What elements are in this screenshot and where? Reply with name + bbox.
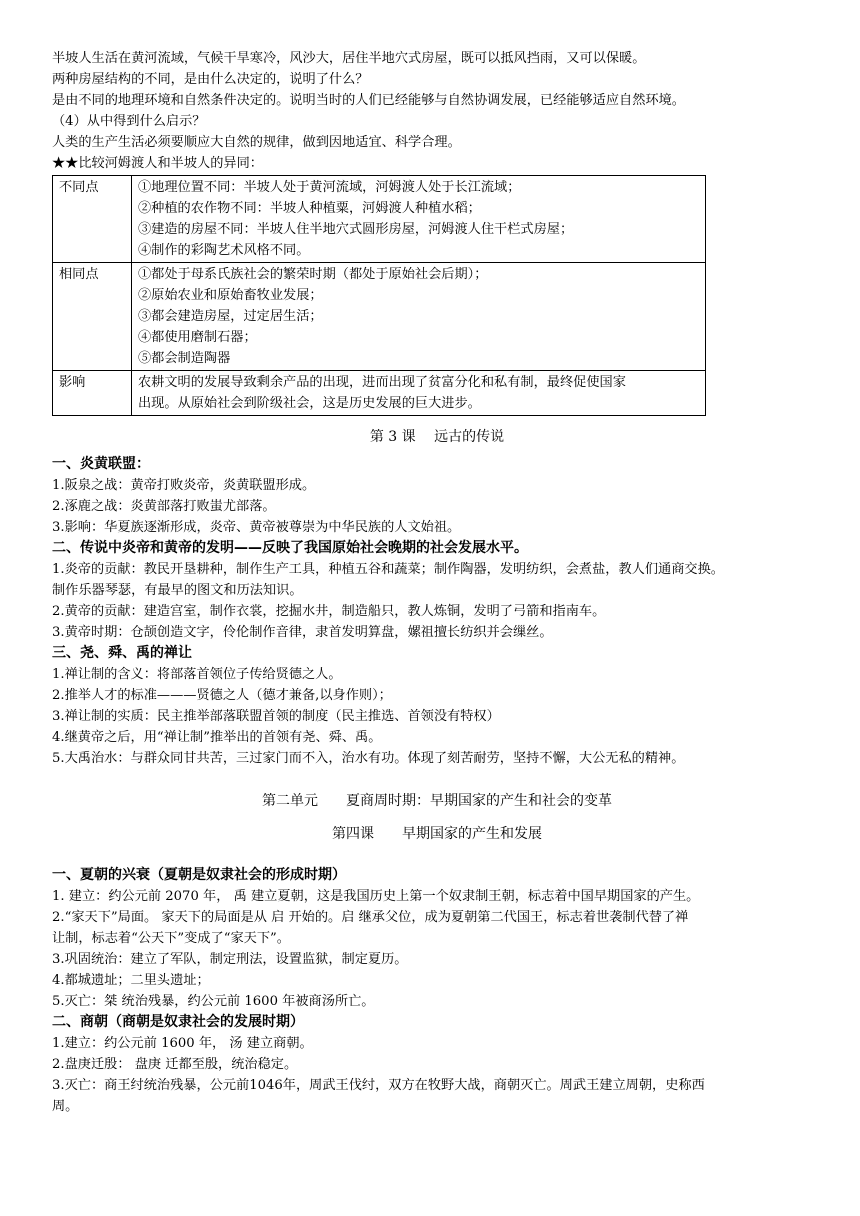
- text-line: 1.禅让制的含义：将部落首领位子传给贤德之人。: [52, 667, 342, 682]
- row-value: [132, 176, 706, 263]
- cell-line: ①地理位置不同：半坡人处于黄河流域，河姆渡人处于长江流域；: [138, 180, 521, 195]
- cell-line: ③都会建造房屋，过定居生活；: [138, 309, 323, 324]
- row-value: [132, 371, 706, 416]
- text-line: 2.推举人才的标准———贤德之人（德才兼备,以身作则）；: [52, 688, 392, 703]
- table-row: [53, 371, 706, 416]
- text-line: 人类的生产生活必须要顺应大自然的规律，做到因地适宜、科学合理。: [52, 135, 461, 150]
- text-line: ★★比较河姆渡人和半坡人的异同：: [52, 156, 263, 171]
- text-line: 两种房屋结构的不同，是由什么决定的，说明了什么？: [52, 72, 369, 87]
- text-line: 4.都城遗址；二里头遗址；: [52, 973, 210, 988]
- cell-line: ①都处于母系氏族社会的繁荣时期（都处于原始社会后期）；: [138, 267, 488, 282]
- text-line: 3.影响：华夏族逐渐形成，炎帝、黄帝被尊崇为中华民族的人文始祖。: [52, 520, 461, 535]
- row-key: 不同点: [53, 176, 132, 263]
- section-heading: 一、夏朝的兴衰（夏朝是奴隶社会的形成时期）: [52, 867, 346, 883]
- cell-line: 农耕文明的发展导致剩余产品的出现，进而出现了贫富分化和私有制，最终促使国家: [138, 375, 626, 390]
- row-key: 相同点: [53, 263, 132, 371]
- text-line: 3.黄帝时期：仓颉创造文字，伶伦制作音律，隶首发明算盘，嫘祖擅长纺织并会缫丝。: [52, 625, 553, 640]
- document-page: [52, 48, 822, 1117]
- section-heading: 一、炎黄联盟：: [52, 456, 150, 472]
- text-line: 1.阪泉之战：黄帝打败炎帝，炎黄联盟形成。: [52, 478, 316, 493]
- text-line: 半坡人生活在黄河流域，气候干旱寒冷，风沙大，居住半地穴式房屋，既可以抵风挡雨，又可以保暖。: [52, 51, 646, 66]
- cell-line: ②原始农业和原始畜牧业发展；: [138, 288, 323, 303]
- unit2-section-1: [52, 865, 822, 1012]
- text-line: 1. 建立：约公元前 2070 年， 禹 建立夏朝，这是我国历史上第一个奴隶制王朝，标志着中国早期国家的产生。: [52, 889, 700, 904]
- text-line: 3.禅让制的实质：民主推举部落联盟首领的制度（民主推选、首领没有特权）: [52, 709, 500, 724]
- text-line: 制作乐器琴瑟，有最早的图文和历法知识。: [52, 583, 303, 598]
- text-line: 2.黄帝的贡献：建造宫室，制作衣裳，挖掘水井，制造船只，教人炼铜，发明了弓箭和指南车。: [52, 604, 606, 619]
- lesson-title: 第 3 课 远古的传说: [369, 429, 505, 445]
- row-key: 影响: [53, 371, 132, 416]
- comparison-table: [52, 175, 706, 416]
- table-row: [53, 263, 706, 371]
- text-line: 3.灭亡：商王纣统治残暴，公元前1046年，周武王伐纣，双方在牧野大战，商朝灭亡。周武王建立周朝，史称西: [52, 1078, 705, 1093]
- table-row: [53, 176, 706, 263]
- lesson3-section-3: [52, 643, 822, 769]
- text-line: （4）从中得到什么启示？: [52, 114, 206, 129]
- text-line: 周。: [52, 1099, 79, 1114]
- unit-title: 第二单元 夏商周时期：早期国家的产生和社会的变革: [262, 793, 612, 809]
- cell-line: ④制作的彩陶艺术风格不同。: [138, 243, 310, 258]
- section-heading: 三、尧、舜、禹的禅让: [52, 645, 192, 661]
- text-line: 2.涿鹿之战：炎黄部落打败蚩尤部落。: [52, 499, 276, 514]
- text-line: 3.巩固统治：建立了军队，制定刑法，设置监狱，制定夏历。: [52, 952, 408, 967]
- section-heading: 二、商朝（商朝是奴隶社会的发展时期）: [52, 1014, 304, 1030]
- text-line: 让制，标志着“公天下”变成了“家天下”。: [52, 931, 290, 946]
- text-line: 2.“家天下”局面。 家天下的局面是从 启 开始的。启 继承父位，成为夏朝第二代国王，标志着世袭制代替了禅: [52, 910, 689, 925]
- text-line: 2.盘庚迁殷： 盘庚 迁都至殷，统治稳定。: [52, 1057, 298, 1072]
- row-value: [132, 263, 706, 371]
- lesson3-section-1: [52, 454, 822, 538]
- lesson3-section-2: [52, 538, 822, 643]
- text-line: 5.大禹治水：与群众同甘共苦，三过家门而不入，治水有功。体现了刻苦耐劳，坚持不懈，大公无私的精神。: [52, 751, 685, 766]
- text-line: 是由不同的地理环境和自然条件决定的。说明当时的人们已经能够与自然协调发展，已经能够适应自然环境。: [52, 93, 685, 108]
- text-line: 5.灭亡：桀 统治残暴，约公元前 1600 年被商汤所亡。: [52, 994, 375, 1009]
- intro-block: [52, 48, 822, 174]
- cell-line: 出现。从原始社会到阶级社会，这是历史发展的巨大进步。: [138, 396, 481, 411]
- lesson-title: 第四课 早期国家的产生和发展: [332, 826, 542, 842]
- text-line: 4.继黄帝之后，用“禅让制”推举出的首领有尧、舜、禹。: [52, 730, 382, 745]
- text-line: 1.建立：约公元前 1600 年， 汤 建立商朝。: [52, 1036, 313, 1051]
- section-heading: 二、传说中炎帝和黄帝的发明——反映了我国原始社会晚期的社会发展水平。: [52, 540, 528, 556]
- cell-line: ④都使用磨制石器；: [138, 330, 257, 345]
- unit2-section-2: [52, 1012, 822, 1117]
- cell-line: ③建造的房屋不同：半坡人住半地穴式圆形房屋，河姆渡人住干栏式房屋；: [138, 222, 574, 237]
- cell-line: ⑤都会制造陶器: [138, 351, 231, 366]
- text-line: 1.炎帝的贡献：教民开垦耕种，制作生产工具，种植五谷和蔬菜；制作陶器，发明纺织，会煮盐，教人们通商交换。: [52, 562, 724, 577]
- cell-line: ②种植的农作物不同：半坡人种植粟，河姆渡人种植水稻；: [138, 201, 481, 216]
